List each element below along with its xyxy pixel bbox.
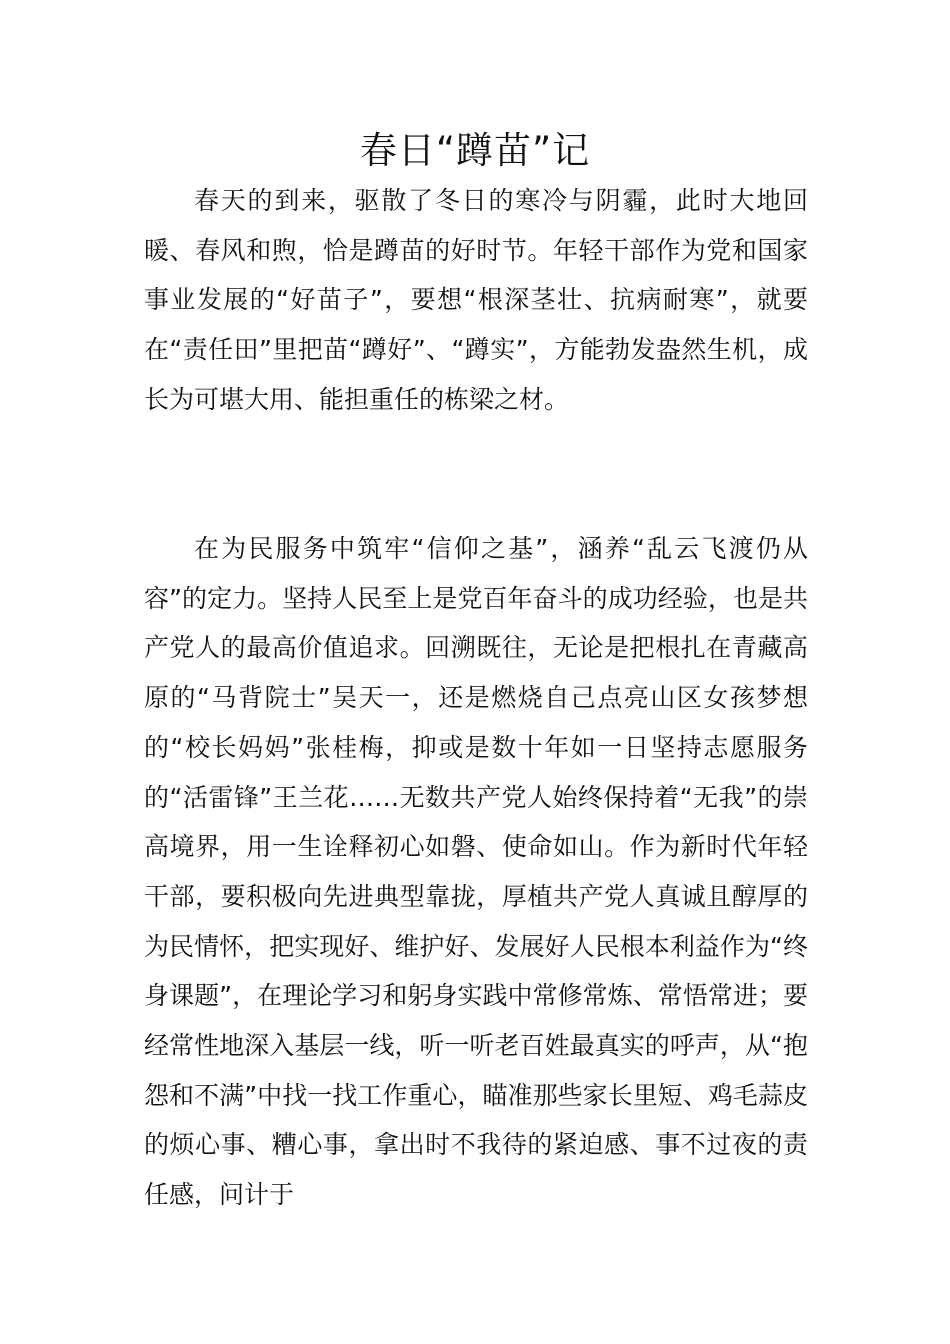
document-title: 春日“蹲苗”记 bbox=[359, 129, 591, 172]
paragraph-intro: 春天的到来，驱散了冬日的寒冷与阴霾，此时大地回暖、春风和煦，恰是蹲苗的好时节。年轻干部作为党和国家事业发展的“好苗子”，要想“根深茎壮、抗病耐寒”，就要在“责任田”里把苗“蹲好”、“蹲实”，方能勃发盎然生机，成长为可堪大用、能担重任的栋梁之材。 bbox=[144, 186, 808, 414]
paragraph-service: 在为民服务中筑牢“信仰之基”，涵养“乱云飞渡仍从容”的定力。坚持人民至上是党百年奋斗的成功经验，也是共产党人的最高价值追求。回溯既往，无论是把根扎在青藏高原的“马背院士”吴天一，还是燃烧自己点亮山区女孩梦想的“校长妈妈”张桂梅，抑或是数十年如一日坚持志愿服务的“活雷锋”王兰花……无数共产党人始终保持着“无我”的崇高境界，用一生诠释初心如磐、使命如山。作为新时代年轻干部，要积极向先进典型靠拢，厚植共产党人真诚且醇厚的为民情怀，把实现好、维护好、发展好人民根本利益作为“终身课题”，在理论学习和躬身实践中常修常炼、常悟常进；要经常性地深入基层一线，听一听老百姓最真实的呼声，从“抱怨和不满”中找一找工作重心，瞄准那些家长里短、鸡毛蒜皮的烦心事、糟心事，拿出时不我待的紧迫感、事不过夜的责任感，问计于 bbox=[144, 534, 808, 1210]
